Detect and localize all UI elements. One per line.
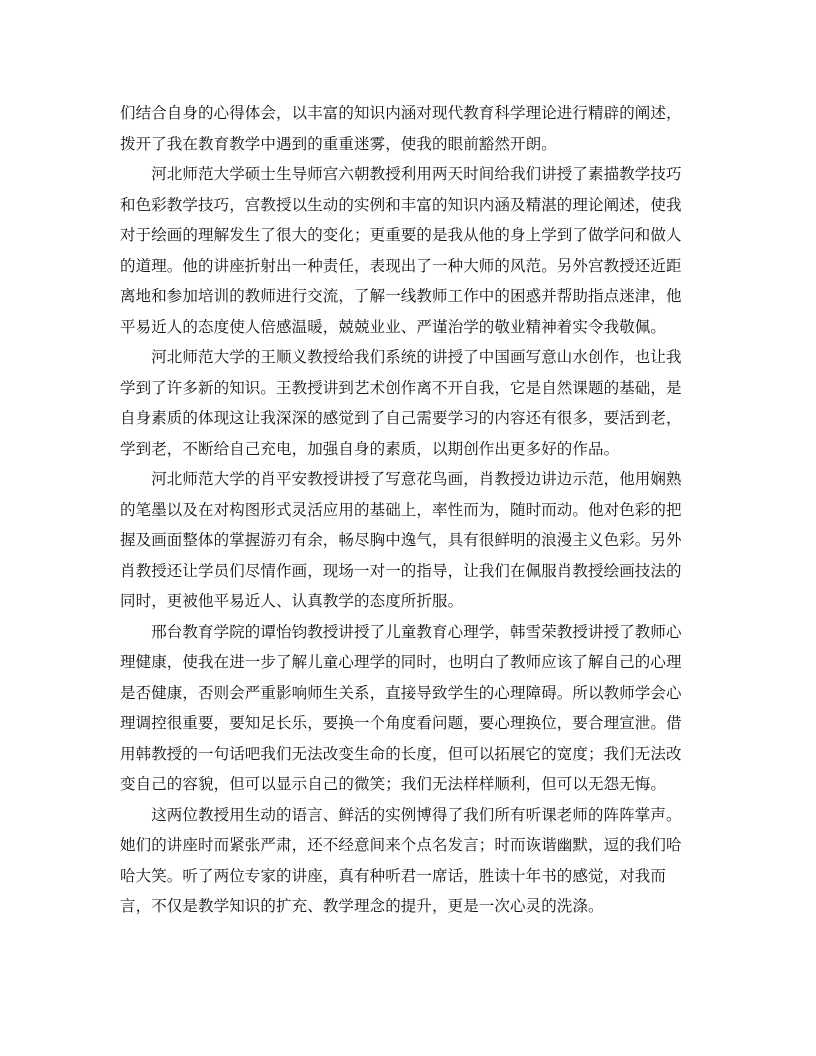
paragraph-5: 邢台教育学院的谭怡钧教授讲授了儿童教育心理学，韩雪荣教授讲授了教师心理健康，使我在进一步了解儿童心理学的同时，也明白了教师应该了解自己的心理是否健康，否则会严重影响师生关系，直接导致学生的心理障碍。所以教师学会心理调控很重要，要知足长乐，要换一个角度看问题，要心理换位，要合理宣泄。借用韩教授的一句话吧我们无法改变生命的长度，但可以拓展它的宽度；我们无法改变自己的容貌，但可以显示自己的微笑；我们无法样样顺利，但可以无怨无悔。 <box>120 622 682 793</box>
paragraph-6: 这两位教授用生动的语言、鲜活的实例博得了我们所有听课老师的阵阵掌声。她们的讲座时而紧张严肃，还不经意间来个点名发言；时而诙谐幽默，逗的我们哈哈大笑。听了两位专家的讲座，真有种听君一席话，胜读十年书的感觉，对我而言，不仅是教学知识的扩充、教学理念的提升，更是一次心灵的洗涤。 <box>120 805 682 915</box>
paragraph-4: 河北师范大学的肖平安教授讲授了写意花鸟画，肖教授边讲边示范，他用娴熟的笔墨以及在对构图形式灵活应用的基础上，率性而为，随时而动。他对色彩的把握及画面整体的掌握游刃有余，畅尽胸中逸气，具有很鲜明的浪漫主义色彩。另外肖教授还让学员们尽情作画，现场一对一的指导，让我们在佩服肖教授绘画技法的同时，更被他平易近人、认真教学的态度所折服。 <box>120 470 682 610</box>
paragraph-3: 河北师范大学的王顺义教授给我们系统的讲授了中国画写意山水创作，也让我学到了许多新的知识。王教授讲到艺术创作离不开自我，它是自然课题的基础，是自身素质的体现这让我深深的感觉到了自己需要学习的内容还有很多，要活到老，学到老，不断给自己充电，加强自身的素质，以期创作出更多好的作品。 <box>120 348 682 458</box>
paragraph-2: 河北师范大学硕士生导师宫六朝教授利用两天时间给我们讲授了素描教学技巧和色彩教学技巧，宫教授以生动的实例和丰富的知识内涵及精湛的理论阐述，使我对于绘画的理解发生了很大的变化；更重要的是我从他的身上学到了做学问和做人的道理。他的讲座折射出一种责任，表现出了一种大师的风范。另外宫教授还近距离地和参加培训的教师进行交流，了解一线教师工作中的困惑并帮助指点迷津，他平易近人的态度使人倍感温暖，兢兢业业、严谨治学的敬业精神着实令我敬佩。 <box>120 165 682 336</box>
paragraph-1: 们结合自身的心得体会，以丰富的知识内涵对现代教育科学理论进行精辟的阐述，拨开了我在教育教学中遇到的重重迷雾，使我的眼前豁然开朗。 <box>120 104 682 153</box>
document-body <box>120 98 696 922</box>
